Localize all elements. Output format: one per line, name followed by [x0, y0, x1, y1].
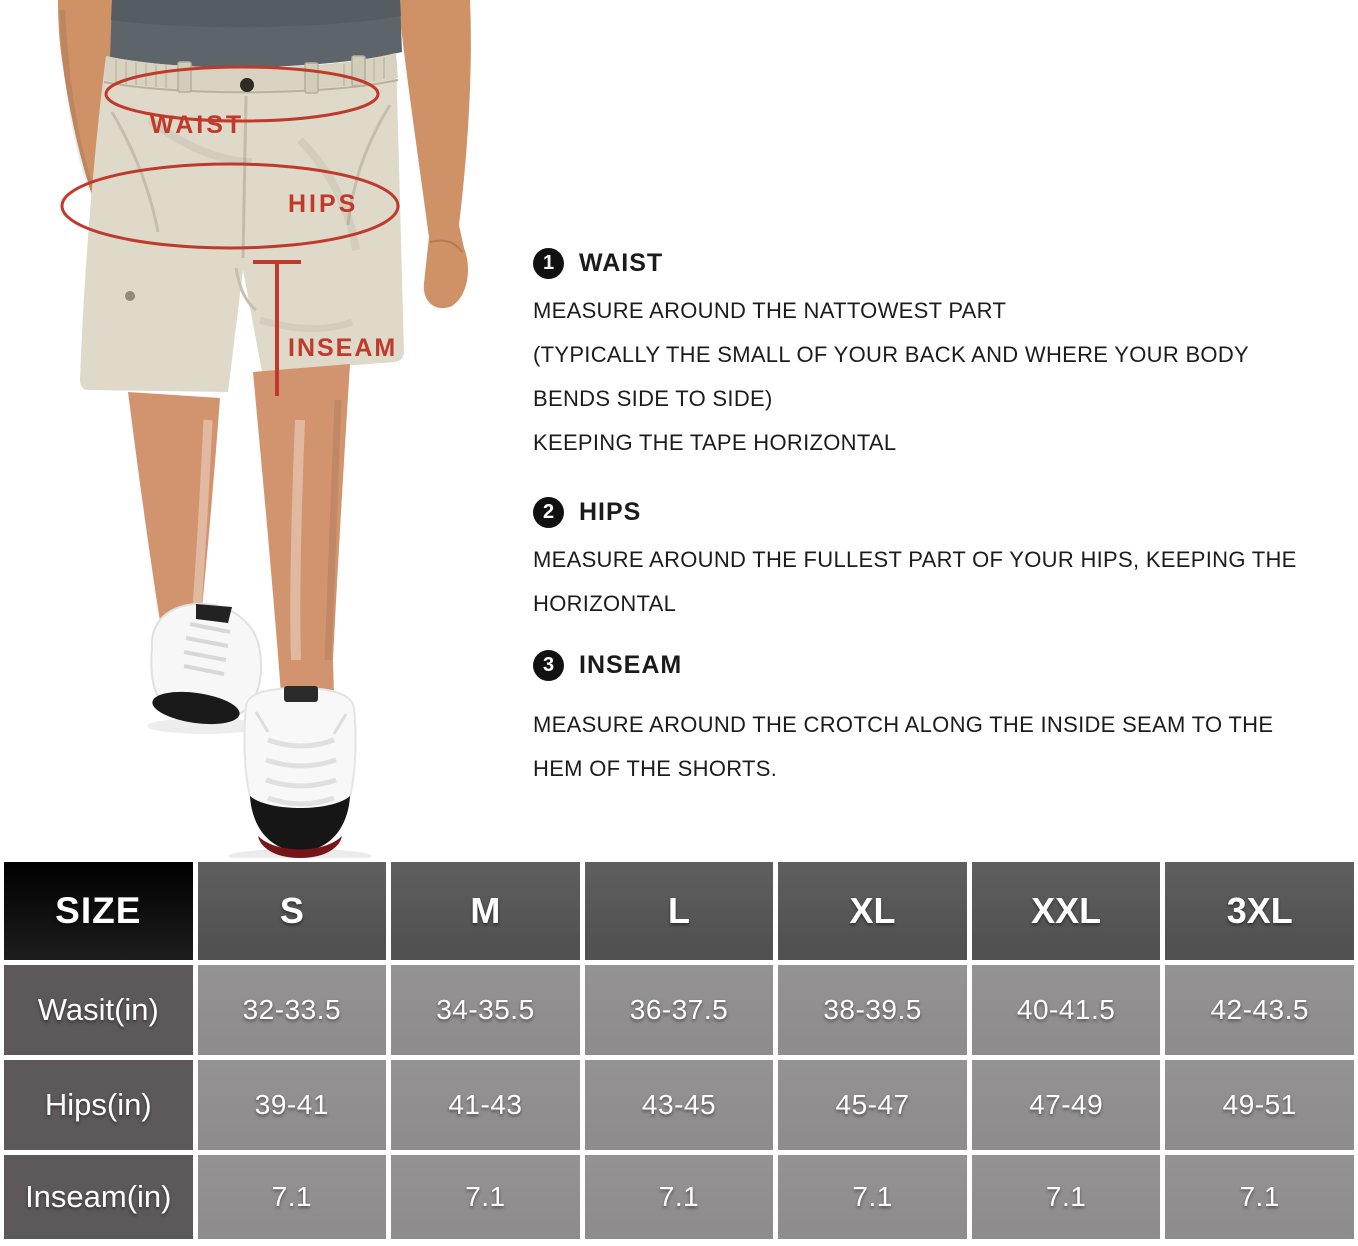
inseam-value-3xl: 7.1	[1165, 1155, 1354, 1239]
hips-value-m: 41-43	[391, 1060, 580, 1150]
column-header-s: S	[198, 862, 387, 960]
left-sneaker	[150, 604, 261, 729]
instruction-line: MEASURE AROUND THE NATTOWEST PART	[533, 298, 1007, 323]
row-label-hips: Hips(in)	[4, 1060, 193, 1150]
instruction-line: KEEPING THE TAPE HORIZONTAL	[533, 430, 897, 455]
instruction-line: MEASURE AROUND THE FULLEST PART OF YOUR HIPS, KEEPING THE	[533, 547, 1297, 572]
hips-annotation-label: HIPS	[288, 190, 359, 218]
inseam-annotation-label: INSEAM	[288, 334, 398, 362]
hips-value-xl: 45-47	[778, 1060, 967, 1150]
instruction-line: HORIZONTAL	[533, 591, 677, 616]
inseam-value-xxl: 7.1	[972, 1155, 1161, 1239]
measurement-instructions	[533, 0, 1348, 860]
instruction-waist	[533, 248, 1348, 465]
column-header-xxl: XXL	[972, 862, 1161, 960]
instruction-line: MEASURE AROUND THE CROTCH ALONG THE INSIDE SEAM TO THE	[533, 712, 1274, 737]
size-chart-corner: SIZE	[4, 862, 193, 960]
size-guide-photo	[0, 0, 520, 860]
step-3-badge: 3	[533, 650, 564, 681]
waist-annotation-label: WAIST	[150, 111, 245, 139]
instruction-title-hips: HIPS	[579, 498, 642, 526]
row-label-inseam: Inseam(in)	[4, 1155, 193, 1239]
hips-value-xxl: 47-49	[972, 1060, 1161, 1150]
column-header-m: M	[391, 862, 580, 960]
waist-value-l: 36-37.5	[585, 965, 774, 1055]
waist-value-m: 34-35.5	[391, 965, 580, 1055]
instruction-line: HEM OF THE SHORTS.	[533, 756, 778, 781]
size-chart-table	[0, 858, 1358, 1246]
step-2-badge: 2	[533, 497, 564, 528]
waist-value-3xl: 42-43.5	[1165, 965, 1354, 1055]
column-header-l: L	[585, 862, 774, 960]
inseam-value-xl: 7.1	[778, 1155, 967, 1239]
step-1-badge: 1	[533, 248, 564, 279]
inseam-value-l: 7.1	[585, 1155, 774, 1239]
instruction-title-inseam: INSEAM	[579, 651, 683, 679]
row-label-waist: Wasit(in)	[4, 965, 193, 1055]
inseam-value-m: 7.1	[391, 1155, 580, 1239]
instruction-hips	[533, 497, 1348, 626]
instruction-line: BENDS SIDE TO SIDE)	[533, 386, 773, 411]
column-header-3xl: 3XL	[1165, 862, 1354, 960]
instruction-inseam	[533, 650, 1348, 791]
right-sneaker	[244, 686, 355, 858]
waist-value-xxl: 40-41.5	[972, 965, 1161, 1055]
hips-value-s: 39-41	[198, 1060, 387, 1150]
man-shorts-illustration	[0, 0, 520, 860]
inseam-value-s: 7.1	[198, 1155, 387, 1239]
instruction-title-waist: WAIST	[579, 249, 664, 277]
column-header-xl: XL	[778, 862, 967, 960]
instruction-line: (TYPICALLY THE SMALL OF YOUR BACK AND WHERE YOUR BODY	[533, 342, 1249, 367]
hips-value-3xl: 49-51	[1165, 1060, 1354, 1150]
waist-value-xl: 38-39.5	[778, 965, 967, 1055]
hips-value-l: 43-45	[585, 1060, 774, 1150]
waist-value-s: 32-33.5	[198, 965, 387, 1055]
